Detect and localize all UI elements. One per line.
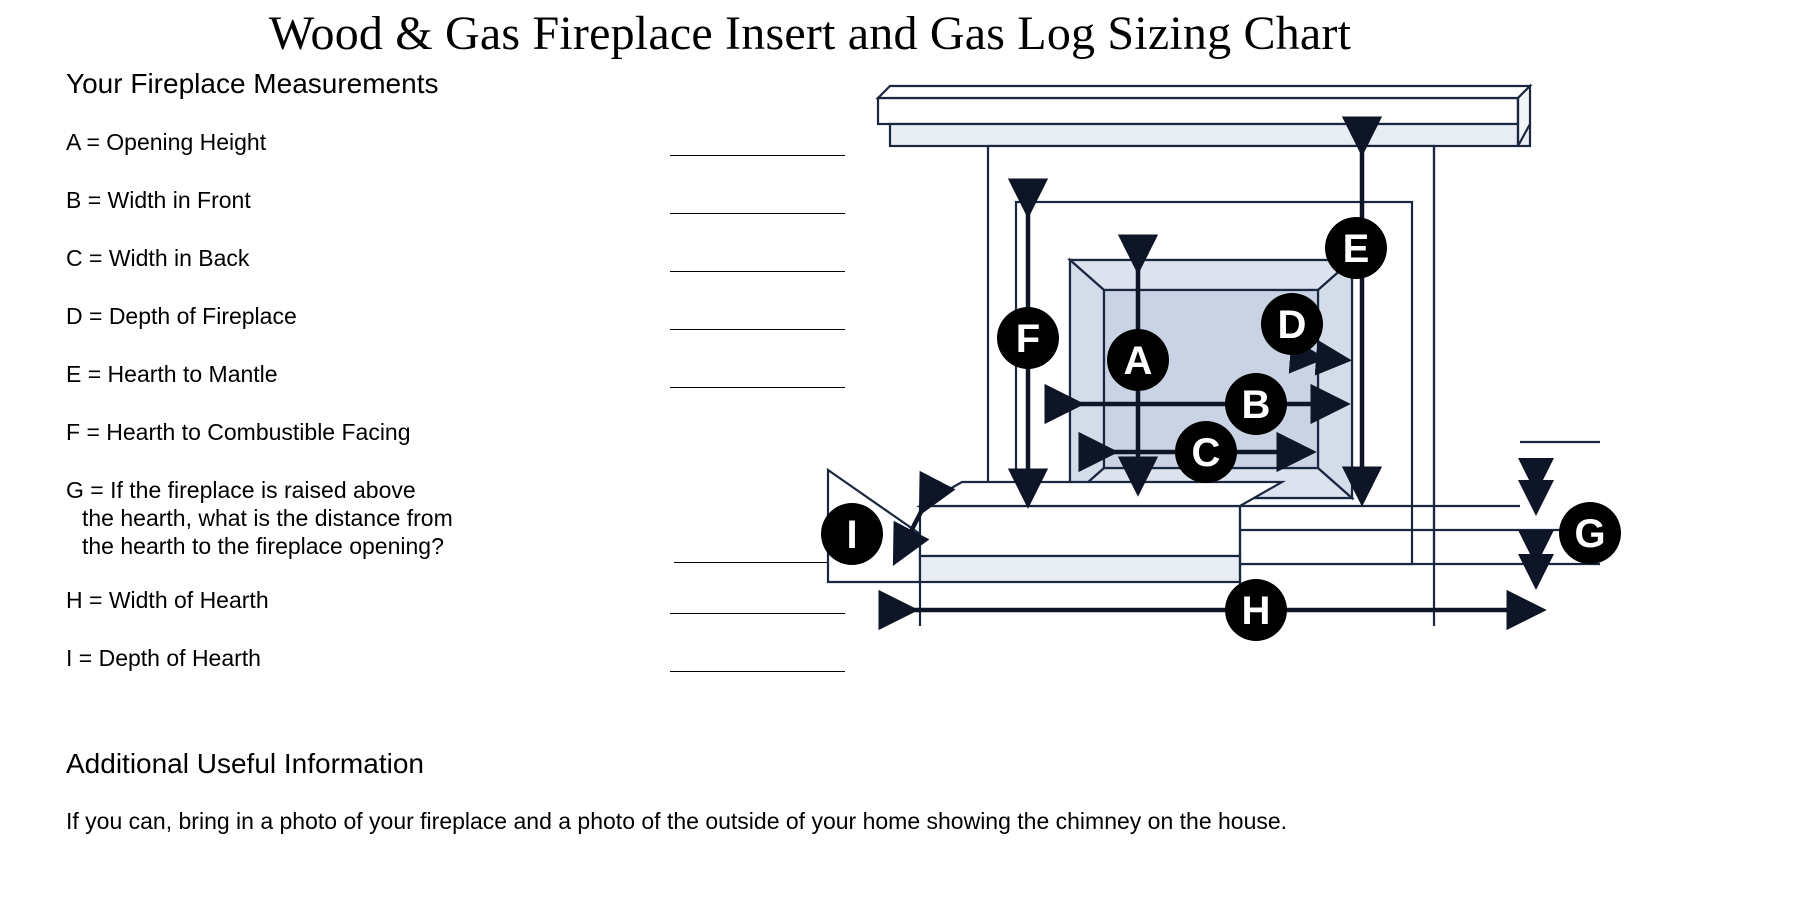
dimension-line-d (1320, 358, 1346, 360)
measurement-row-d (66, 302, 806, 360)
measurement-input-c[interactable] (670, 271, 845, 272)
measurement-label-g (66, 476, 666, 560)
measurements-heading: Your Fireplace Measurements (66, 68, 439, 99)
badge-g (1559, 502, 1621, 564)
additional-info-heading: Additional Useful Information (66, 748, 424, 779)
badge-label-b: B (1241, 383, 1271, 427)
measurement-label-b: B = Width in Front (66, 187, 251, 213)
measurement-input-e[interactable] (670, 387, 845, 388)
measurement-label-i: I = Depth of Hearth (66, 645, 261, 671)
measurement-label-a: A = Opening Height (66, 129, 267, 155)
measurement-row-h (66, 586, 806, 644)
badge-h (1225, 579, 1287, 641)
measurement-row-f (66, 418, 806, 476)
firebox-left-wall (1070, 260, 1104, 498)
measurement-row-a (66, 128, 806, 186)
measurement-input-i[interactable] (670, 671, 845, 672)
measurement-input-b[interactable] (670, 213, 845, 214)
measurement-row-g (66, 476, 806, 586)
hearth-top-bevel (920, 482, 1282, 506)
badge-a (1107, 329, 1169, 391)
mantel-shelf-bevel (878, 86, 1530, 98)
measurement-label-g-line3: the hearth to the fireplace opening? (82, 533, 444, 559)
measurement-input-d[interactable] (670, 329, 845, 330)
measurement-row-i (66, 644, 806, 702)
badge-i (821, 503, 883, 565)
measurement-input-h[interactable] (670, 613, 845, 614)
badge-label-g: G (1574, 512, 1606, 556)
measurement-row-b (66, 186, 806, 244)
measurement-input-g[interactable] (674, 562, 846, 563)
badge-label-f: F (1015, 317, 1041, 361)
badge-b (1225, 373, 1287, 435)
measurements-list (66, 128, 806, 702)
measurement-label-h: H = Width of Hearth (66, 587, 269, 613)
badge-label-e: E (1342, 227, 1370, 271)
hearth-top (920, 506, 1240, 556)
mantel-shelf-top (878, 98, 1518, 124)
badge-label-d: D (1277, 303, 1307, 347)
firebox-top-face (1070, 260, 1352, 290)
fireplace-diagram (846, 90, 1690, 650)
measurement-label-g-line2: the hearth, what is the distance from (82, 505, 453, 531)
measurement-label-g-line1: G = If the fireplace is raised above (66, 477, 416, 503)
measurement-row-c (66, 244, 806, 302)
badge-label-h: H (1241, 589, 1271, 633)
badge-d (1261, 293, 1323, 355)
badge-e (1325, 217, 1387, 279)
badge-f (997, 307, 1059, 369)
measurement-label-c: C = Width in Back (66, 245, 250, 271)
firebox-right-wall (1318, 260, 1352, 498)
measurement-label-f: F = Hearth to Combustible Facing (66, 419, 411, 445)
badge-label-i: I (846, 513, 858, 557)
measurement-label-e: E = Hearth to Mantle (66, 361, 278, 387)
measurement-label-d: D = Depth of Fireplace (66, 303, 297, 329)
additional-info-text: If you can, bring in a photo of your fireplace and a photo of the outside of your home showing the chimney on the house. (66, 808, 1288, 834)
badge-c (1175, 421, 1237, 483)
badge-label-a: A (1123, 339, 1153, 383)
page-title: Wood & Gas Fireplace Insert and Gas Log Sizing Chart (268, 7, 1352, 60)
hearth-front (920, 556, 1240, 582)
measurement-row-e (66, 360, 806, 418)
mantel-shelf-front (890, 124, 1530, 146)
badge-label-c: C (1191, 431, 1221, 475)
measurement-input-a[interactable] (670, 155, 845, 156)
